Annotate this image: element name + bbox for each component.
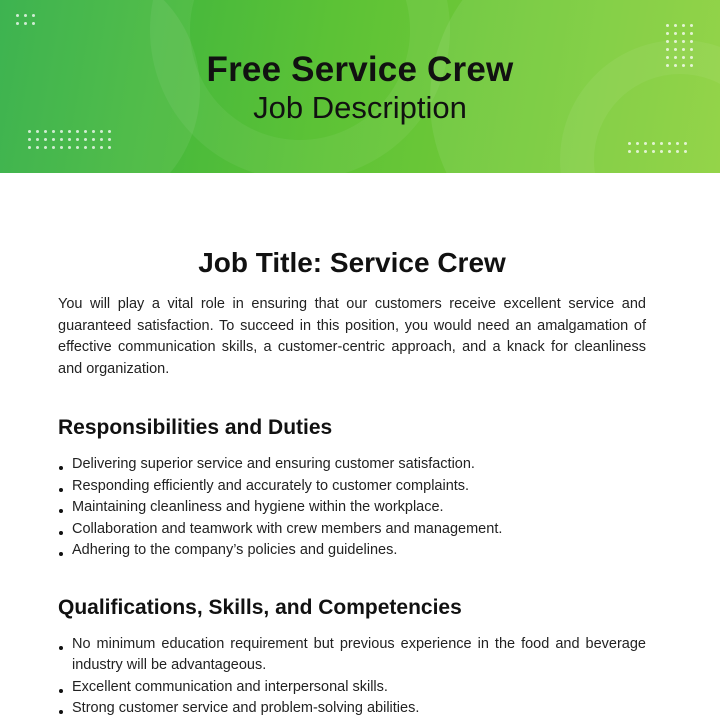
list-item: Delivering superior service and ensuring customer satisfaction. xyxy=(58,454,646,476)
responsibilities-list xyxy=(58,454,646,562)
dot-pattern xyxy=(16,14,35,25)
dot-pattern xyxy=(28,130,111,149)
document-title: Free Service Crew xyxy=(206,50,514,89)
qualifications-list xyxy=(58,634,646,718)
list-item: Excellent communication and interpersonal skills. xyxy=(58,677,646,699)
job-title-heading: Job Title: Service Crew xyxy=(198,247,506,278)
header-banner xyxy=(0,0,720,173)
list-item: Strong customer service and problem-solving abilities. xyxy=(58,698,646,718)
document-subtitle: Job Description xyxy=(253,90,467,125)
list-item: Adhering to the company’s policies and guidelines. xyxy=(58,540,646,562)
responsibilities-heading: Responsibilities and Duties xyxy=(58,416,333,439)
list-item: Maintaining cleanliness and hygiene within the workplace. xyxy=(58,497,646,519)
list-item: Responding efficiently and accurately to customer complaints. xyxy=(58,476,646,498)
intro-paragraph: You will play a vital role in ensuring that our customers receive excellent service and guaranteed satisfaction. To succeed in this position, you would need an amalgamation of effective communication skills, a customer-centric approach, and a knack for cleanliness and organization. xyxy=(58,296,646,377)
qualifications-heading: Qualifications, Skills, and Competencies xyxy=(58,595,462,619)
dot-pattern xyxy=(628,142,687,153)
list-item: No minimum education requirement but previous experience in the food and beverage industry will be advantageous. xyxy=(58,634,646,677)
document-body xyxy=(58,244,646,718)
list-item: Collaboration and teamwork with crew members and management. xyxy=(58,519,646,541)
